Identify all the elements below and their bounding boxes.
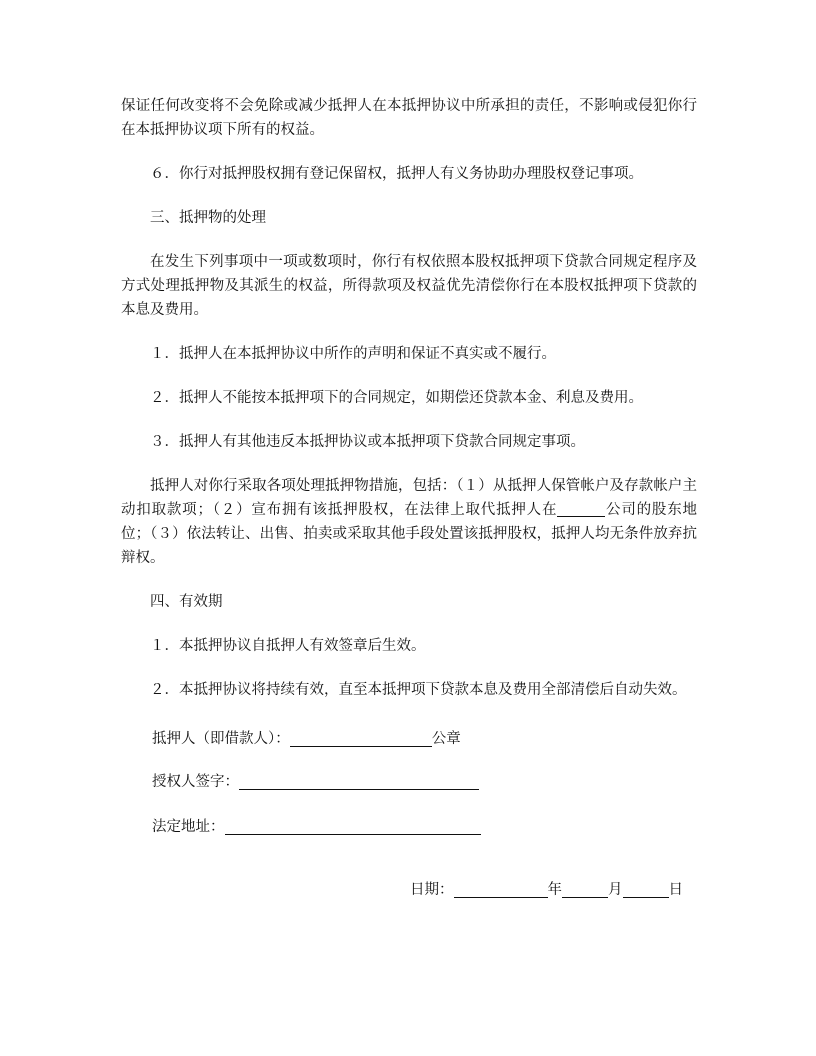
- paragraph-continuation: 保证任何改变将不会免除或减少抵押人在本抵押协议中所承担的责任，不影响或侵犯你行在本抵押协议项下所有的权益。: [121, 98, 697, 138]
- address-field[interactable]: [225, 818, 481, 835]
- clause-6: ６．你行对抵押股权拥有登记保留权，抵押人有义务协助办理股权登记事项。: [150, 166, 643, 182]
- clause-2: ２．抵押人不能按本抵押项下的合同规定，如期偿还贷款本金、利息及费用。: [150, 390, 643, 406]
- authorized-signature-field[interactable]: [239, 773, 479, 790]
- date-day-label: 日: [668, 882, 683, 898]
- validity-clause-2: ２．本抵押协议将持续有效，直至本抵押项下贷款本息及费用全部清偿后自动失效。: [150, 682, 687, 698]
- company-name-blank[interactable]: [557, 500, 605, 517]
- address-row: [152, 817, 481, 837]
- seal-label: 公章: [431, 731, 461, 747]
- paragraph-measures: [121, 474, 697, 570]
- date-year-field[interactable]: [454, 881, 548, 898]
- date-day-field[interactable]: [623, 881, 669, 898]
- mortgagor-label: 抵押人（即借款人）：: [152, 731, 290, 747]
- date-month-label: 月: [608, 882, 623, 898]
- document-body: [121, 94, 697, 722]
- measures-text-part2: 公司的股东地位；（３）依法转让、出售、拍卖或采取其他手段处置该抵押股权，抵押人均无条件放弃抗辩权。: [121, 502, 698, 566]
- authorized-label: 授权人签字：: [152, 774, 239, 790]
- section-heading-4: 四、有效期: [150, 594, 223, 610]
- section-heading-3: 三、抵押物的处理: [150, 210, 266, 226]
- address-label: 法定地址：: [152, 819, 225, 835]
- authorized-signature-row: [152, 772, 479, 792]
- date-year-label: 年: [547, 882, 562, 898]
- mortgagor-signature-row: [152, 729, 461, 749]
- date-row: [410, 880, 683, 900]
- date-label: 日期：: [410, 882, 454, 898]
- clause-1: １．抵押人在本抵押协议中所作的声明和保证不真实或不履行。: [150, 346, 556, 362]
- measures-text-part1: 抵押人对你行采取各项处理抵押物措施，包括：（１）从抵押人保管帐户及存款帐户主动扣取款项；（２）宣布拥有该抵押股权，在法律上取代抵押人在: [121, 478, 697, 518]
- date-month-field[interactable]: [562, 881, 608, 898]
- validity-clause-1: １．本抵押协议自抵押人有效签章后生效。: [150, 638, 426, 654]
- mortgagor-signature-field[interactable]: [290, 730, 432, 747]
- clause-3: ３．抵押人有其他违反本抵押协议或本抵押项下贷款合同规定事项。: [150, 434, 585, 450]
- paragraph-disposal-conditions: 在发生下列事项中一项或数项时，你行有权依照本股权抵押项下贷款合同规定程序及方式处理抵押物及其派生的权益，所得款项及权益优先清偿你行在本股权抵押项下贷款的本息及费用。: [121, 254, 697, 318]
